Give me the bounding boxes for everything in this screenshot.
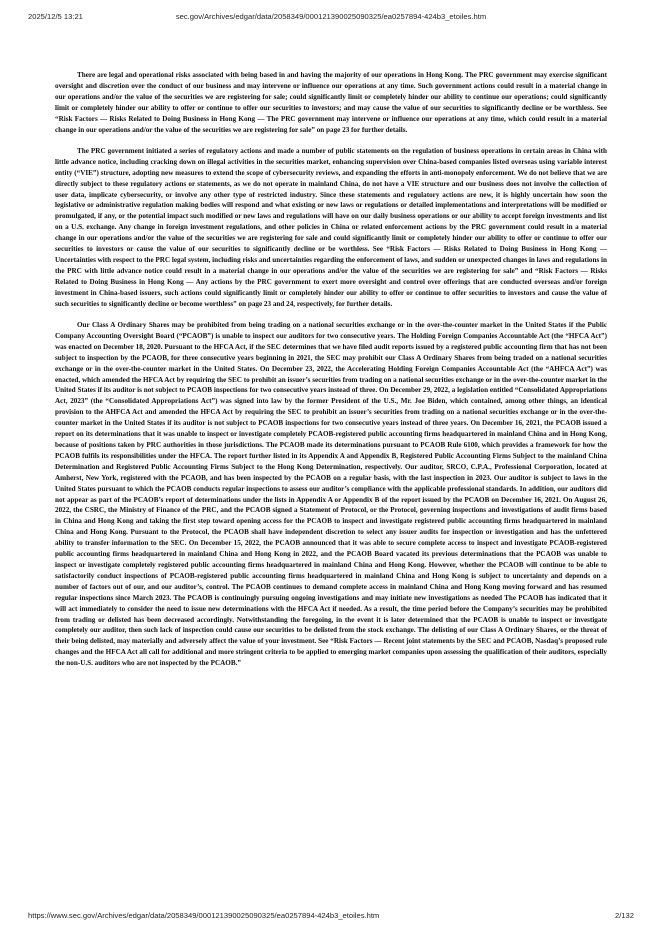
paragraph-hfca-act-pcaob: Our Class A Ordinary Shares may be prohibited from being trading on a national securities exchange or in the over-the-counter market in the United States if the Public Company Accounting Oversight Board (“PCAOB”) is unable to inspect our auditors for two consecutive years. The Holding Foreign Companies Accountable Act (the “HFCA Act”) was enacted on December 18, 2020. Pursuant to the HFCA Act, if the SEC determines that we have filed audit reports issued by a registered public accounting firm that has not been subject to inspection by the PCAOB, for three consecutive years beginning in 2021, the SEC may prohibit our Class A Ordinary Shares from being traded on a national securities exchange or in the over-the-counter market in the United States. On December 23, 2022, the Accelerating Holding Foreign Companies Accountable Act (the “AHFCA Act”) was enacted, which amended the HFCA Act by requiring the SEC to prohibit an issuer’s securities from trading on a national securities exchange or in the over-the-counter market in the United States if its auditor is not subject to PCAOB inspections for two consecutive years instead of three. On December 29, 2022, a legislation entitled “Consolidated Appropriations Act, 2023” (the “Consolidated Appropriations Act”) was signed into law by the former President of the U.S., Mr. Joe Biden, which contained, among other things, an identical provision to the AHFCA Act and amended the HFCA Act by requiring the SEC to prohibit an issuer’s securities from trading on a national securities exchange or in the over-the-counter market in the United States if its auditor is not subject to PCAOB inspections for two consecutive years instead of three years. On December 16, 2021, the PCAOB issued a report on its determinations that it was unable to inspect or investigate completely PCAOB-registered public accounting firms headquartered in mainland China and in Hong Kong, because of positions taken by PRC authorities in those jurisdictions. The PCAOB made its determinations pursuant to PCAOB Rule 6100, which provides a framework for how the PCAOB fulfils its responsibilities under the HFCA. The report further listed in its Appendix A and Appendix B, Registered Public Accounting Firms Subject to the mainland China Determination and Registered Public Accounting Firms Subject to the Hong Kong Determination, respectively. Our auditor, SRCO, C.P.A., Professional Corporation, located at Amherst, New York, registered with the PCAOB, and has been inspected by the PCAOB on a regular basis, with the last inspection in 2023. Our auditor is subject to laws in the United States pursuant to which the PCAOB conducts regular inspections to assess our auditor’s compliance with the applicable professional standards. In addition, our auditors did not appear as part of the PCAOB’s report of determinations under the lists in Appendix A or Appendix B of the report issued by the PCAOB on December 16, 2021. On August 26, 2022, the CSRC, the Ministry of Finance of the PRC, and the PCAOB signed a Statement of Protocol, or the Protocol, governing inspections and investigations of audit firms based in China and Hong Kong and taking the first step toward opening access for the PCAOB to inspect and investigate registered public accounting firms headquartered in mainland China and Hong Kong. Pursuant to the Protocol, the PCAOB shall have independent discretion to select any issuer audits for inspection or investigation and has the unfettered ability to transfer information to the SEC. On December 15, 2022, the PCAOB announced that it was able to secure complete access to inspect and investigate PCAOB-registered public accounting firms headquartered in mainland China and Hong Kong in 2022, and the PCAOB Board vacated its previous determinations that the PCAOB was unable to inspect or investigate completely registered public accounting firms headquartered in mainland China and Hong Kong. However, whether the PCAOB will continue to be able to satisfactorily conduct inspections of PCAOB-registered public accounting firms headquartered in mainland China and Hong Kong is subject to uncertainty and depends on a number of factors out of our, and our auditor’s, control. The PCAOB continues to demand complete access in mainland China and Hong Kong moving forward and has resumed regular inspections since March 2023. The PCAOB is continuingly pursuing ongoing investigations and may initiate new investigations as needed The PCAOB has indicated that it will act immediately to consider the need to issue new determinations with the HFCA Act if needed. As a result, the time period before the Company’s securities may be prohibited from trading or delisted has been decreased accordingly. Notwithstanding the foregoing, in the event it is later determined that the PCAOB is unable to inspect or investigate completely our auditor, then such lack of inspection could cause our securities to be delisted from the stock exchange. The delisting of our Class A Ordinary Shares, or the threat of their being delisted, may materially and adversely affect the value of your investment. See “Risk Factors — Recent joint statements by the SEC and PCAOB, Nasdaq’s proposed rule changes and the HFCA Act all call for additional and more stringent criteria to be applied to emerging market companies upon assessing the qualification of their auditors, especially the non-U.S. auditors who are not inspected by the PCAOB.”: [55, 321, 607, 668]
print-header: [28, 12, 634, 24]
print-footer: [28, 911, 634, 923]
paragraph-legal-operational-risks: There are legal and operational risks associated with being based in and having the majority of our operations in Hong Kong. The PRC government may exercise significant oversight and discretion over the conduct of our business and may intervene or influence our operations at any time. Such government actions could result in a material change in our operations and/or the value of the securities we are registering for sale; could significantly limit or completely hinder our ability to continue our operations; could significantly limit or completely hinder our ability to offer or continue to offer our securities to investors; and may cause the value of our securities to significantly decline or be worthless. See “Risk Factors — Risks Related to Doing Business in Hong Kong — The PRC government may intervene or influence our operations at any time, which could result in a material change in our operations and/or the value of the securities we are registering for sale” on page 23 for further details.: [55, 71, 607, 134]
paragraph-prc-regulatory-actions: The PRC government initiated a series of regulatory actions and made a number of public statements on the regulation of business operations in certain areas in China with little advance notice, including cracking down on illegal activities in the securities market, enhancing supervision over China-based companies listed overseas using variable interest entity (“VIE”) structure, adopting new measures to extend the scope of cybersecurity reviews, and expanding the efforts in anti-monopoly enforcement. We do not believe that we are directly subject to these regulatory actions or statements, as we do not operate in mainland China, do not have a VIE structure and our business does not involve the collection of user data, implicate cybersecurity, or involve any other type of restricted industry. Since these statements and regulatory actions are new, it is highly uncertain how soon the legislative or administrative regulation making bodies will respond and what existing or new laws or regulations or detailed implementations and interpretations will be modified or promulgated, if any, or the potential impact such modified or new laws and regulations will have on our daily business operations or our ability to accept foreign investments and list on a U.S. exchange. Any change in foreign investment regulations, and other policies in China or related enforcement actions by the PRC government could result in a material change in our operations and/or the value of the securities we are registering for sale and could significantly limit or completely hinder our ability to offer or continue to offer our securities to investors or cause the value of our securities to significantly decline or be worthless. See “Risk Factors — Risks Related to Doing Business in Hong Kong — Uncertainties with respect to the PRC legal system, including risks and uncertainties regarding the enforcement of laws, and sudden or unexpected changes in laws and regulations in the PRC with little advance notice could result in a material change in our operations and/or the value of the securities we are registering for sale” and “Risk Factors — Risks Related to Doing Business in Hong Kong — Any actions by the PRC government to exert more oversight and control over offerings that are conducted overseas and/or foreign investment in China-based issuers, such actions could significantly limit or completely hinder our ability to offer or continue to offer securities to investors and cause the value of such securities to significantly decline or become worthless” on page 23 and 24, respectively, for further details.: [55, 146, 607, 308]
document-body: [55, 70, 607, 680]
print-datetime: 2025/12/5 13:21: [28, 12, 83, 21]
print-url: https://www.sec.gov/Archives/edgar/data/2058349/000121390025090325/ea0257894-424b3_etoiles.htm: [28, 911, 380, 920]
page-indicator: 2/132: [614, 911, 634, 920]
print-doc-path: sec.gov/Archives/edgar/data/2058349/000121390025090325/ea0257894-424b3_etoiles.htm: [175, 12, 487, 21]
